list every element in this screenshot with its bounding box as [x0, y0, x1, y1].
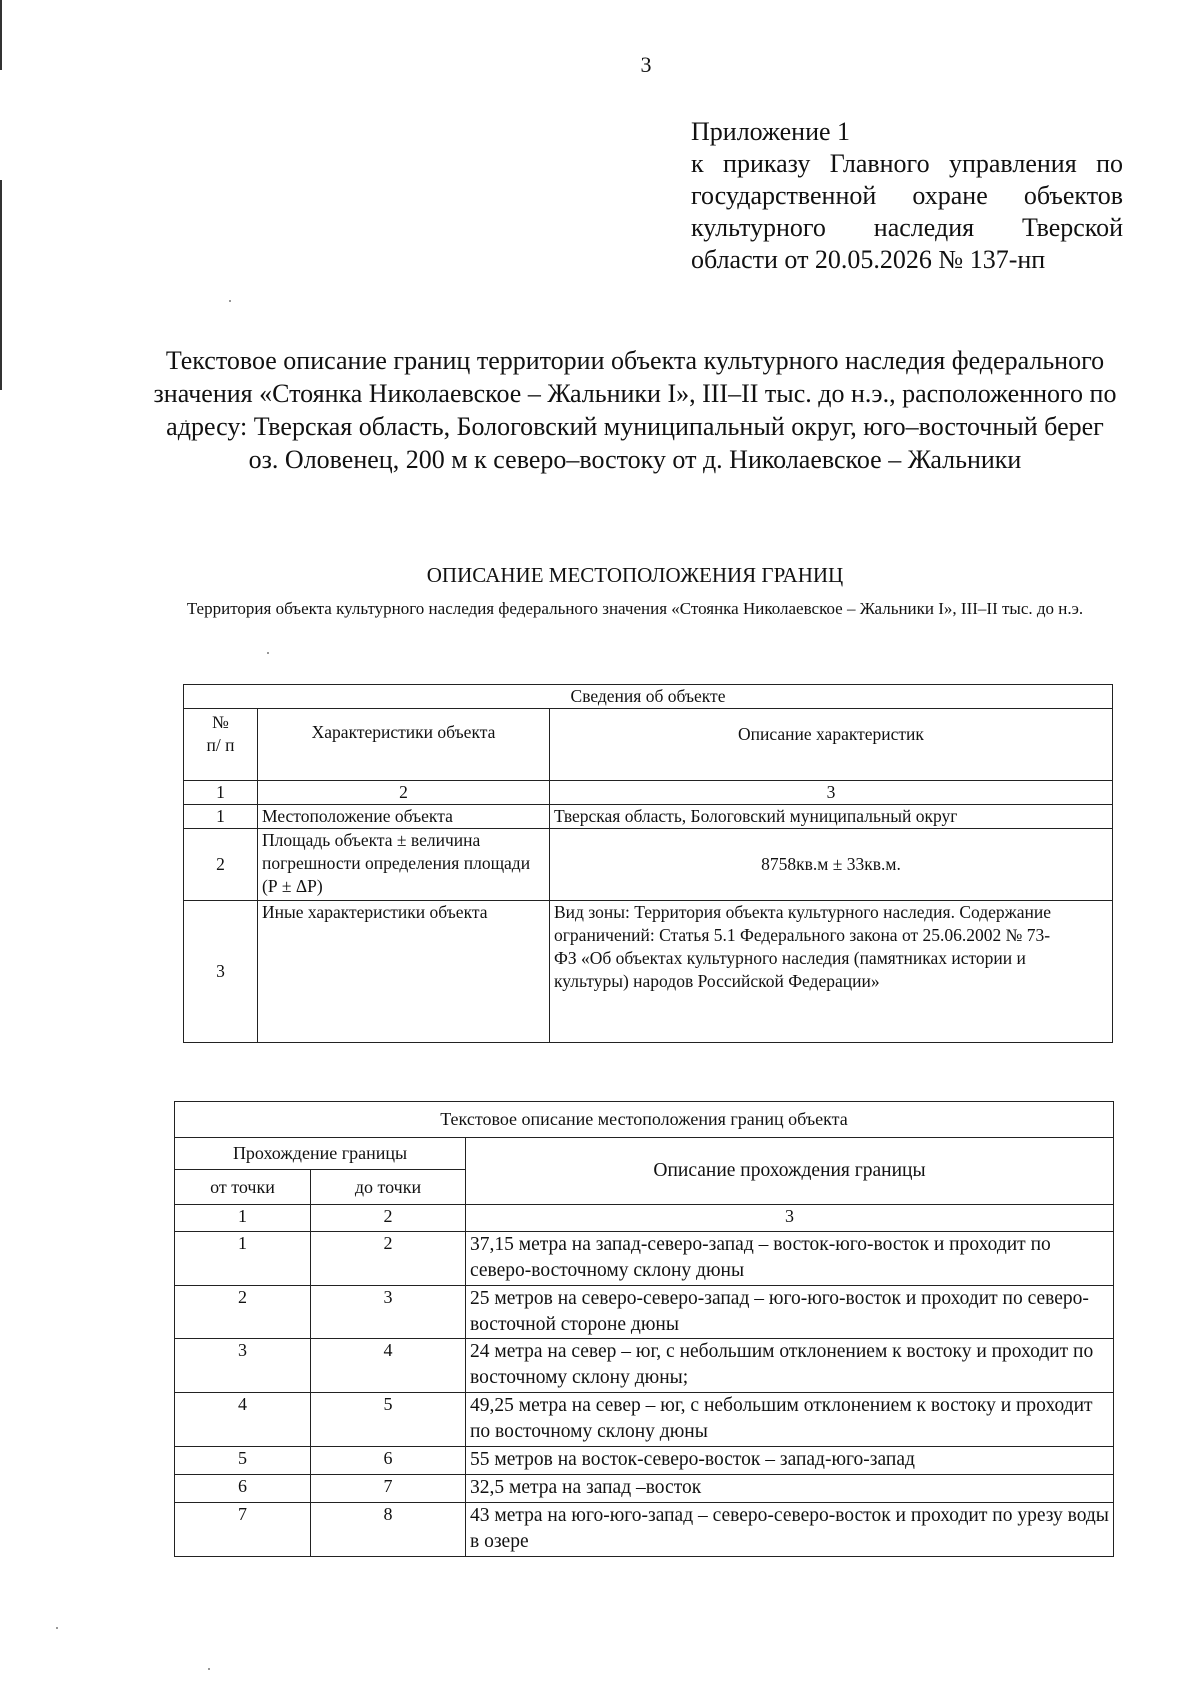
column-index: 3 — [550, 781, 1113, 805]
column-header-from: от точки — [175, 1170, 311, 1205]
row-from-point: 1 — [175, 1232, 311, 1286]
row-to-point: 8 — [311, 1503, 466, 1557]
scan-edge-mark — [0, 180, 2, 390]
row-number: 1 — [184, 805, 258, 829]
row-to-point: 7 — [311, 1475, 466, 1503]
column-index: 2 — [258, 781, 550, 805]
row-description: 8758кв.м ± 33кв.м. — [550, 829, 1113, 901]
row-description: Вид зоны: Территория объекта культурного наследия. Содержание ограничений: Статья 5.1 Федерального закона от 25.06.2002 № 73-ФЗ «Об объектах культурного наследия (памятниках истории и культуры) народов Российской Федерации» — [550, 901, 1113, 1043]
page-number: 3 — [640, 52, 652, 77]
column-group-header: Прохождение границы — [175, 1138, 466, 1170]
row-description: 32,5 метра на запад –восток — [466, 1475, 1114, 1503]
table-caption: Сведения об объекте — [184, 685, 1113, 709]
row-to-point: 6 — [311, 1447, 466, 1475]
row-description: Тверская область, Бологовский муниципальный округ — [550, 805, 1113, 829]
boundary-description-table — [174, 1101, 1114, 1557]
row-from-point: 2 — [175, 1286, 311, 1339]
row-number: 3 — [184, 901, 258, 1043]
column-index: 3 — [466, 1205, 1114, 1232]
appendix-line: культурного наследия Тверской — [691, 213, 1123, 242]
row-number: 2 — [184, 829, 258, 901]
object-info-table — [183, 684, 1113, 1043]
appendix-title: Приложение 1 — [691, 117, 851, 146]
column-header-to: до точки — [311, 1170, 466, 1205]
section-subtitle: Территория объекта культурного наследия федерального значения «Стоянка Николаевское – Жальники I», III–II тыс. до н.э. — [186, 599, 1084, 618]
row-to-point: 3 — [311, 1286, 466, 1339]
row-characteristic: Местоположение объекта — [258, 805, 550, 829]
table-row — [175, 1339, 1114, 1393]
row-description: 25 метров на северо-северо-запад – юго-юго-восток и проходит по северо-восточной стороне дюны — [466, 1286, 1114, 1339]
row-from-point: 5 — [175, 1447, 311, 1475]
row-from-point: 7 — [175, 1503, 311, 1557]
table-row — [184, 901, 1113, 1043]
row-characteristic: Иные характеристики объекта — [258, 901, 550, 1043]
row-description: 24 метра на север – юг, с небольшим отклонением к востоку и проходит по восточному склону дюны; — [466, 1339, 1114, 1393]
row-to-point: 2 — [311, 1232, 466, 1286]
column-header-description: Описание прохождения границы — [466, 1138, 1114, 1205]
section-title: ОПИСАНИЕ МЕСТОПОЛОЖЕНИЯ ГРАНИЦ — [426, 563, 844, 587]
column-index: 1 — [184, 781, 258, 805]
table-caption: Текстовое описание местоположения границ объекта — [175, 1102, 1114, 1138]
row-description: 37,15 метра на запад-северо-запад – восток-юго-восток и проходит по северо-восточному склону дюны — [466, 1232, 1114, 1286]
appendix-line: к приказу Главного управления по — [691, 149, 1123, 178]
row-from-point: 3 — [175, 1339, 311, 1393]
scan-speck — [267, 652, 269, 654]
appendix-block — [691, 116, 1123, 276]
row-characteristic: Площадь объекта ± величина погрешности определения площади (Р ± ΔР) — [258, 829, 550, 901]
row-from-point: 6 — [175, 1475, 311, 1503]
appendix-line: государственной охране объектов — [691, 181, 1123, 210]
table-row — [175, 1232, 1114, 1286]
table-row — [175, 1286, 1114, 1339]
column-index: 2 — [311, 1205, 466, 1232]
table-row — [175, 1447, 1114, 1475]
document-title: Текстовое описание границ территории объекта культурного наследия федерального значения «Стоянка Николаевское – Жальники I», III–II тыс. до н.э., расположенного по адресу: Тверская область, Бологовский муниципальный округ, юго–восточный берег оз. Оловенец, 200 м к северо–востоку от д. Николаевское – Жальники — [153, 346, 1117, 474]
scan-speck — [56, 1627, 58, 1629]
table-row — [175, 1503, 1114, 1557]
column-header-description: Описание характеристик — [550, 709, 1113, 781]
row-from-point: 4 — [175, 1393, 311, 1447]
table-row — [184, 829, 1113, 901]
column-index: 1 — [175, 1205, 311, 1232]
table-row — [175, 1475, 1114, 1503]
row-description: 43 метра на юго-юго-запад – северо-северо-восток и проходит по урезу воды в озере — [466, 1503, 1114, 1557]
scan-speck — [229, 300, 231, 302]
row-to-point: 4 — [311, 1339, 466, 1393]
column-header-characteristic: Характеристики объекта — [258, 709, 550, 781]
row-description: 55 метров на восток-северо-восток – запад-юго-запад — [466, 1447, 1114, 1475]
scan-speck — [208, 1668, 210, 1670]
appendix-line: области от 20.05.2026 № 137-нп — [691, 245, 1046, 274]
table-row — [175, 1393, 1114, 1447]
table-row — [184, 805, 1113, 829]
row-to-point: 5 — [311, 1393, 466, 1447]
row-description: 49,25 метра на север – юг, с небольшим отклонением к востоку и проходит по восточному склону дюны — [466, 1393, 1114, 1447]
column-header-number: № п/ п — [184, 709, 258, 781]
